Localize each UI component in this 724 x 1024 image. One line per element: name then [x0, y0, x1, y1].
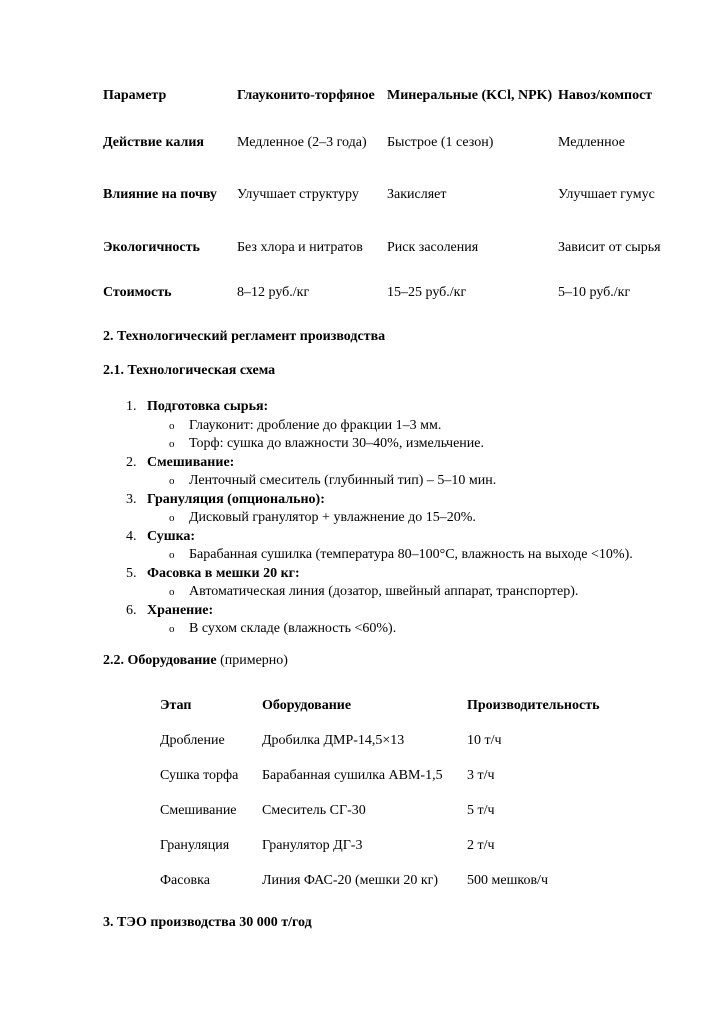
bullet-icon: o [169, 586, 175, 598]
process-step: 4. Сушка: o Барабанная сушилка (температура 80–100°C, влажность на выходе <10%). [147, 528, 724, 565]
step-title: Сушка: [147, 528, 196, 544]
table-cell: Барабанная сушилка АВМ-1,5 [262, 767, 443, 783]
step-title: Грануляция (опционально): [147, 491, 325, 507]
table-cell: 3 т/ч [467, 767, 495, 783]
row-label: Стоимость [103, 285, 172, 300]
table-cell: Улучшает гумус [558, 186, 655, 202]
bullet-icon: o [169, 438, 175, 450]
row-label: Влияние на почву [103, 186, 217, 202]
section-2-2-heading: 2.2. Оборудование (примерно) [103, 653, 288, 668]
table-cell: 5–10 руб./кг [558, 285, 631, 300]
header-cell: Навоз/компост [558, 88, 653, 103]
table-cell: Медленное (2–3 года) [237, 135, 367, 150]
section-3-heading: 3. ТЭО производства 30 000 т/год [103, 915, 312, 930]
table-cell: Зависит от сырья [558, 239, 661, 255]
table-cell: Без хлора и нитратов [237, 239, 363, 255]
table-cell: 5 т/ч [467, 802, 495, 818]
table-cell: Медленное [558, 135, 625, 150]
process-steps-list [103, 398, 724, 639]
table-cell: 500 мешков/ч [467, 872, 548, 888]
section-2-heading: 2. Технологический регламент производства [103, 329, 386, 344]
table-header-row [160, 688, 627, 723]
table-row [103, 274, 663, 312]
table-cell: Дробление [160, 732, 225, 748]
table-cell: 8–12 руб./кг [237, 285, 310, 300]
table-cell: Улучшает структуру [237, 186, 359, 202]
header-cell: Параметр [103, 88, 167, 103]
bullet-icon: o [169, 549, 175, 561]
equipment-table [160, 688, 627, 898]
header-cell: Глауконито-торфяное [237, 88, 375, 103]
bullet-icon: o [169, 419, 175, 432]
row-label: Экологичность [103, 239, 200, 255]
header-cell: Этап [160, 697, 192, 713]
table-cell: Линия ФАС-20 (мешки 20 кг) [262, 872, 439, 888]
table-row [160, 828, 627, 863]
table-row [103, 168, 663, 221]
step-detail: o Дисковый гранулятор + увлажнение до 15–20%. [189, 509, 724, 528]
table-row [160, 793, 627, 828]
table-row [103, 221, 663, 274]
header-cell: Оборудование [262, 697, 352, 713]
section-2-2-note: (примерно) [220, 653, 288, 668]
process-step: 6. Хранение: o В сухом складе (влажность <60%). [147, 602, 724, 639]
bullet-icon: o [169, 623, 175, 635]
process-step: 1. Подготовка сырья: o Глауконит: дробление до фракции 1–3 мм. o Торф: сушка до влажности 30–40%, измельчение. [147, 398, 724, 454]
table-cell: Фасовка [160, 872, 210, 888]
step-detail: o Автоматическая линия (дозатор, швейный аппарат, транспортер). [189, 583, 724, 602]
bullet-icon: o [169, 512, 175, 524]
table-cell: 2 т/ч [467, 837, 495, 853]
table-cell: Смешивание [160, 802, 237, 818]
step-detail: o В сухом складе (влажность <60%). [189, 620, 724, 639]
table-cell: Дробилка ДМР-14,5×13 [262, 732, 405, 748]
table-cell: Смеситель СГ-30 [262, 802, 366, 818]
table-header-row [103, 74, 663, 118]
comparison-table [103, 74, 663, 312]
process-step: 2. Смешивание: o Ленточный смеситель (глубинный тип) – 5–10 мин. [147, 454, 724, 491]
table-cell: Гранулятор ДГ-3 [262, 837, 363, 853]
table-row [160, 723, 627, 758]
bullet-icon: o [169, 475, 175, 487]
step-title: Смешивание: [147, 454, 235, 470]
step-detail: o Глауконит: дробление до фракции 1–3 мм. [189, 417, 724, 436]
table-cell: Закисляет [387, 186, 447, 202]
header-cell: Производительность [467, 697, 600, 713]
table-cell: Риск засоления [387, 239, 479, 255]
step-detail: o Ленточный смеситель (глубинный тип) – 5–10 мин. [189, 472, 724, 491]
section-2-1-heading: 2.1. Технологическая схема [103, 363, 276, 378]
header-cell: Минеральные (KCl, NPK) [387, 88, 553, 103]
row-label: Действие калия [103, 135, 204, 150]
table-cell: Грануляция [160, 837, 230, 853]
table-cell: Сушка торфа [160, 767, 239, 783]
step-title: Хранение: [147, 602, 214, 618]
process-step: 3. Грануляция (опционально): o Дисковый гранулятор + увлажнение до 15–20%. [147, 491, 724, 528]
step-detail: o Торф: сушка до влажности 30–40%, измельчение. [189, 435, 724, 454]
step-title: Подготовка сырья: [147, 399, 269, 414]
process-step: 5. Фасовка в мешки 20 кг: o Автоматическая линия (дозатор, швейный аппарат, транспортер). [147, 565, 724, 602]
table-row [160, 758, 627, 793]
table-row [160, 863, 627, 898]
table-cell: Быстрое (1 сезон) [387, 135, 494, 150]
table-cell: 10 т/ч [467, 732, 502, 748]
table-row [103, 118, 663, 168]
table-cell: 15–25 руб./кг [387, 285, 467, 300]
step-title: Фасовка в мешки 20 кг: [147, 565, 300, 581]
step-detail: o Барабанная сушилка (температура 80–100°C, влажность на выходе <10%). [189, 546, 724, 565]
